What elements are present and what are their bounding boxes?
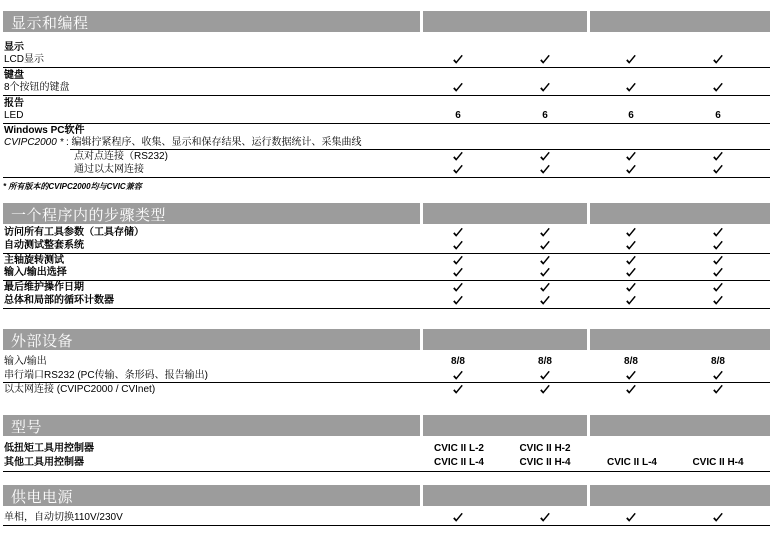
check-mark-icon (452, 255, 464, 267)
display-label: 显示 (4, 42, 24, 53)
check-mark-icon (712, 82, 724, 94)
check-mark-icon (539, 164, 551, 176)
divider (3, 308, 770, 309)
check-mark-icon (625, 370, 637, 382)
io-value: 8/8 (624, 356, 638, 367)
check-mark-icon (452, 295, 464, 307)
keyboard-label: 键盘 (4, 70, 24, 81)
divider (70, 149, 770, 150)
section-header-col-3 (590, 11, 770, 32)
model-value: CVIC II L-2 (433, 443, 484, 454)
section-header-col-3 (590, 415, 770, 436)
display-lcd-label: LCD显示 (4, 54, 45, 65)
section-header-col-2 (423, 415, 587, 436)
ethernet-connection-label: 以太网连接 (CVIPC2000 / CVInet) (4, 384, 156, 395)
divider (3, 253, 770, 254)
check-mark-icon (625, 384, 637, 396)
section-header-steps (3, 203, 420, 224)
check-mark-icon (712, 255, 724, 267)
divider (3, 123, 770, 124)
check-mark-icon (712, 151, 724, 163)
check-mark-icon (539, 295, 551, 307)
report-led-label: LED (4, 110, 24, 121)
step-row-label: 输入/输出选择 (4, 267, 67, 278)
check-mark-icon (539, 267, 551, 279)
cvipc-description: : 编辑拧紧程序、收集、显示和保存结果、运行数据统计、采集曲线 (66, 137, 362, 148)
step-row-label: 自动测试整套系统 (4, 240, 84, 251)
check-mark-icon (452, 267, 464, 279)
check-mark-icon (539, 282, 551, 294)
check-mark-icon (539, 82, 551, 94)
step-row-label: 主轴旋转测试 (4, 255, 64, 266)
step-row-label: 总体和局部的循环计数器 (4, 295, 114, 306)
check-mark-icon (712, 54, 724, 66)
section-header-peripherals (3, 329, 420, 350)
check-mark-icon (625, 151, 637, 163)
check-mark-icon (625, 82, 637, 94)
check-mark-icon (712, 295, 724, 307)
section-header-col-3 (590, 329, 770, 350)
check-mark-icon (539, 255, 551, 267)
check-mark-icon (625, 267, 637, 279)
software-label: Windows PC软件 (4, 125, 85, 136)
io-value: 8/8 (538, 356, 552, 367)
section-title-display: 显示和编程 (11, 14, 89, 32)
section-title-peripherals: 外部设备 (11, 332, 74, 350)
divider (3, 471, 770, 472)
divider (3, 280, 770, 281)
model-value: CVIC II H-2 (519, 443, 571, 454)
led-value: 6 (715, 110, 721, 121)
check-mark-icon (452, 282, 464, 294)
led-value: 6 (455, 110, 461, 121)
divider (3, 382, 770, 383)
divider (3, 177, 770, 178)
check-mark-icon (712, 512, 724, 524)
rs232-label: 点对点连接（RS232) (74, 151, 168, 162)
check-mark-icon (712, 164, 724, 176)
section-header-col-2 (423, 11, 587, 32)
check-mark-icon (625, 54, 637, 66)
io-value: 8/8 (451, 356, 465, 367)
check-mark-icon (539, 512, 551, 524)
section-header-power (3, 485, 420, 506)
keyboard-8-label: 8个按钮的键盘 (4, 82, 70, 93)
other-tools-label: 其他工具用控制器 (4, 457, 84, 468)
model-value: CVIC II L-4 (433, 457, 484, 468)
check-mark-icon (712, 370, 724, 382)
section-header-col-2 (423, 485, 587, 506)
check-mark-icon (452, 384, 464, 396)
check-mark-icon (539, 384, 551, 396)
divider (3, 525, 770, 526)
led-value: 6 (628, 110, 634, 121)
check-mark-icon (625, 295, 637, 307)
check-mark-icon (452, 227, 464, 239)
check-mark-icon (452, 151, 464, 163)
led-value: 6 (542, 110, 548, 121)
check-mark-icon (452, 164, 464, 176)
section-header-col-3 (590, 203, 770, 224)
check-mark-icon (452, 370, 464, 382)
section-header-col-2 (423, 203, 587, 224)
check-mark-icon (712, 240, 724, 252)
check-mark-icon (452, 240, 464, 252)
single-phase-label: 单相，自动切换110V/230V (4, 512, 123, 523)
check-mark-icon (539, 370, 551, 382)
section-title-models: 型号 (11, 418, 43, 436)
check-mark-icon (712, 384, 724, 396)
io-label: 输入/输出 (4, 356, 47, 367)
check-mark-icon (452, 82, 464, 94)
divider (3, 95, 770, 96)
check-mark-icon (539, 151, 551, 163)
check-mark-icon (452, 54, 464, 66)
section-header-col-2 (423, 329, 587, 350)
section-header-models (3, 415, 420, 436)
check-mark-icon (625, 282, 637, 294)
model-value: CVIC II H-4 (692, 457, 744, 468)
ethernet-label: 通过以太网连接 (74, 164, 144, 175)
check-mark-icon (625, 255, 637, 267)
check-mark-icon (625, 164, 637, 176)
check-mark-icon (625, 240, 637, 252)
check-mark-icon (539, 240, 551, 252)
cvipc-name: CVIPC2000 * (4, 137, 64, 148)
section-header-col-3 (590, 485, 770, 506)
divider (3, 67, 770, 68)
step-row-label: 最后维护操作日期 (4, 282, 84, 293)
check-mark-icon (712, 227, 724, 239)
model-value: CVIC II L-4 (606, 457, 657, 468)
check-mark-icon (539, 54, 551, 66)
check-mark-icon (712, 282, 724, 294)
check-mark-icon (625, 227, 637, 239)
section-title-steps: 一个程序内的步骤类型 (11, 206, 167, 224)
check-mark-icon (539, 227, 551, 239)
footnote: * 所有版本的CVIPC2000均与CVIC兼容 (3, 182, 142, 191)
section-header-display (3, 11, 420, 32)
io-value: 8/8 (711, 356, 725, 367)
low-torque-label: 低扭矩工具用控制器 (4, 443, 94, 454)
model-value: CVIC II H-4 (519, 457, 571, 468)
section-title-power: 供电电源 (11, 488, 74, 506)
check-mark-icon (625, 512, 637, 524)
check-mark-icon (452, 512, 464, 524)
report-label: 报告 (4, 98, 24, 109)
check-mark-icon (712, 267, 724, 279)
serial-port-label: 串行端口RS232 (PC传输、条形码、报告输出) (4, 370, 208, 381)
step-row-label: 访问所有工具参数（工具存储） (4, 227, 144, 238)
